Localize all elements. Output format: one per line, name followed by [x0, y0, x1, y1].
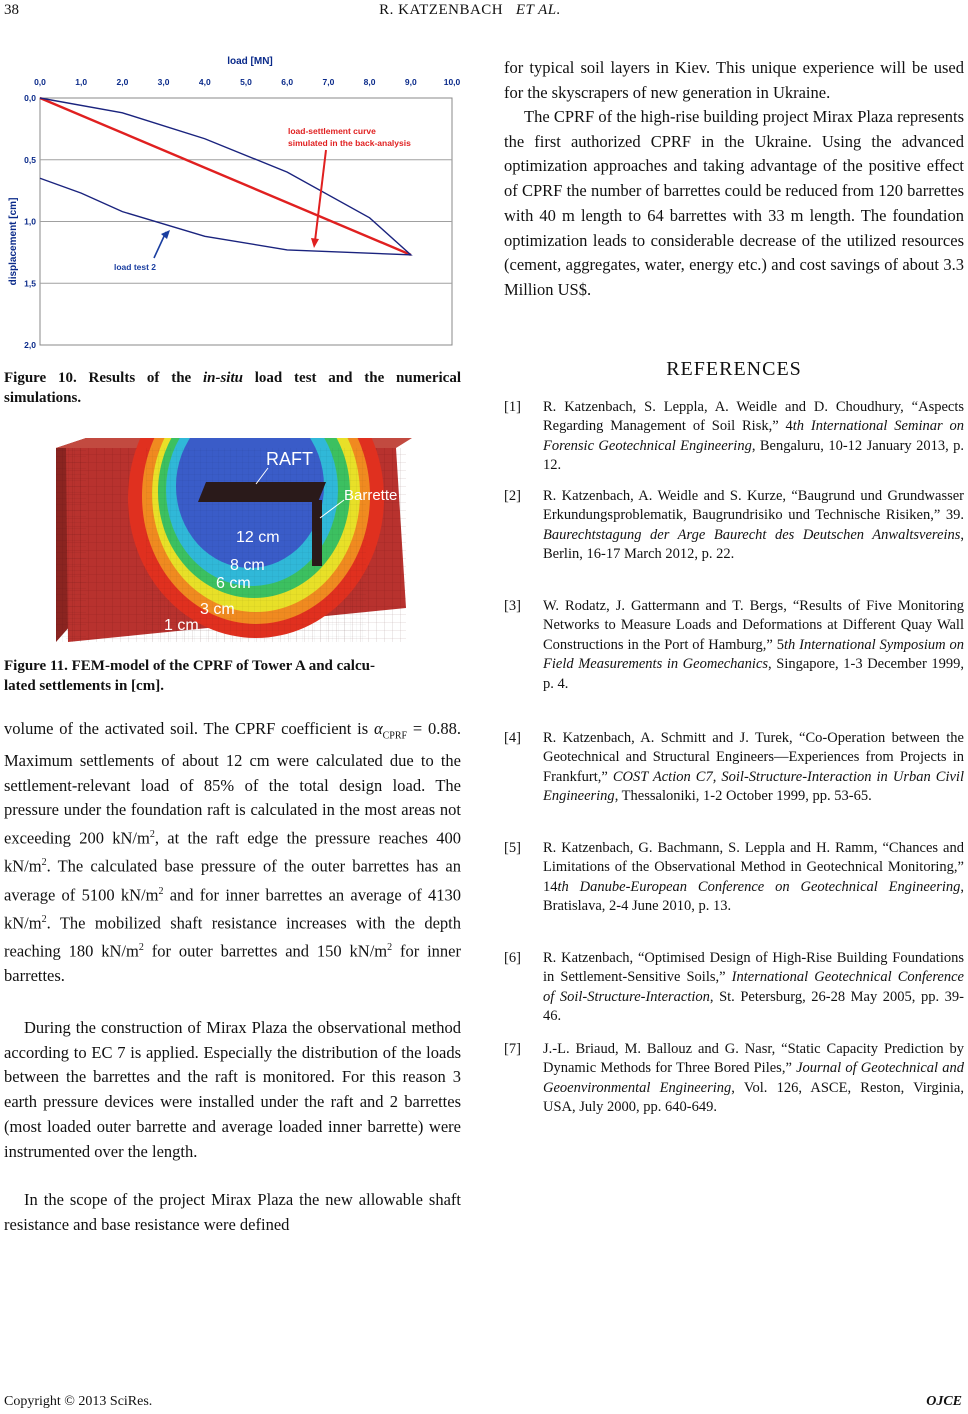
- running-head-etal: ET AL.: [515, 2, 561, 18]
- reference-item: [504, 597, 964, 694]
- figure-10-caption-prefix: Figure 10. Results of the: [4, 370, 203, 386]
- left-paragraph-1: [4, 717, 461, 989]
- label-12cm: 12 cm: [236, 529, 280, 546]
- text-run: for outer barrettes and 150 kN/m: [143, 941, 388, 961]
- left-paragraph-2: [4, 1016, 461, 1164]
- superscript: 2: [41, 857, 47, 869]
- raft-label: RAFT: [266, 449, 313, 469]
- fem-model-image: [56, 438, 412, 642]
- x-tick-label: 8,0: [363, 77, 376, 87]
- journal-name: OJCE: [926, 1394, 962, 1409]
- superscript: 2: [387, 941, 393, 953]
- reference-item: [504, 729, 964, 807]
- right-paragraph-2: [504, 105, 964, 303]
- text-run: The CPRF of the high-rise building project Mirax Plaza represents the first authorized CPRF in the Ukraine. Using the advanced optimization approaches and taking advantage of the positive effect of CPRF the number of barrettes could be reduced from 120 barrettes with 40 m length to 64 barrettes with 33 m length. The foundation optimization leads to considerable decrease of the utilized resources (cement, aggregates, water, energy etc.) and cost savings of about 3.3 Million US$.: [504, 107, 964, 299]
- reference-text: R. Katzenbach, A. Schmitt and J. Turek, “Co-Operation between the Geotechnical and Structural Engineers—Experiences from Projects in Frankfurt,” COST Action C7, Soil-Structure-Interaction in Urban Civil Engineering, Thessaloniki, 1-2 October 1999, pp. 53-65.: [543, 730, 964, 805]
- reference-text: R. Katzenbach, G. Bachmann, S. Leppla and H. Ramm, “Chances and Limitations of the Observational Method in Geotechnical Monitoring,” 14th Danube-European Conference on Geotechnical Engineering, Bratislava, 2-4 June 2010, p. 13.: [543, 840, 964, 915]
- annotation-label: load test 2: [114, 262, 157, 272]
- reference-number: [3]: [504, 598, 521, 614]
- reference-item: [504, 1040, 964, 1118]
- reference-text: J.-L. Briaud, M. Ballouz and G. Nasr, “Static Capacity Prediction by Dynamic Methods for Three Bored Piles,” Journal of Geotechnical and Geoenvironmental Engineering, Vol. 126, ASCE, Reston, Virginia, USA, July 2000, pp. 640-649.: [543, 1041, 964, 1116]
- x-tick-label: 10,0: [443, 77, 461, 87]
- text-run: . The calculated base pressure of the outer barrettes has an average of 5100 kN/m: [4, 856, 461, 905]
- x-tick-label: 6,0: [281, 77, 294, 87]
- x-tick-label: 1,0: [75, 77, 88, 87]
- right-paragraph-1: [504, 56, 964, 105]
- reference-number: [7]: [504, 1041, 521, 1057]
- reference-text: R. Katzenbach, “Optimised Design of High-Rise Building Foundations in Settlement-Sensitive Soils,” International Geotechnical Conference of Soil-Structure-Interaction, St. Petersburg, 26-28 May 2005, pp. 39-46.: [543, 950, 964, 1025]
- running-head-authors: R. KATZENBACH: [379, 2, 504, 18]
- page-number: 38: [4, 2, 19, 18]
- text-run: . The mobilized shaft resistance increases with the depth reaching 180 kN/m: [4, 913, 461, 961]
- x-tick-label: 2,0: [116, 77, 129, 87]
- superscript: 2: [138, 941, 144, 953]
- figure-10-caption: [4, 368, 461, 408]
- left-paragraph-3: [4, 1188, 461, 1237]
- reference-number: [1]: [504, 399, 521, 415]
- text-run: = 0.88. Maximum settlements of about 12 cm were calculated due to the settlement-relevant load of 85% of the total design load. The pressure under the foundation raft is calculated in the most areas not exceeding 200 kN/m: [4, 719, 461, 848]
- y-tick-label: 0,0: [24, 93, 36, 103]
- label-8cm: 8 cm: [230, 557, 265, 574]
- running-head: [340, 2, 600, 19]
- reference-text: W. Rodatz, J. Gattermann and T. Bergs, “Results of Five Monitoring Networks to Measure Loads and Deformations at Different Quay Wall Constructions in the Port of Hamburg,” 5th International Symposium on Field Measurements in Geomechanics, Singapore, 1-3 December 1999, p. 4.: [543, 598, 964, 692]
- x-tick-label: 4,0: [198, 77, 211, 87]
- label-1cm: 1 cm: [164, 617, 199, 634]
- label-6cm: 6 cm: [216, 575, 251, 592]
- figure-10-caption-suffix: load test and the numerical simulations.: [4, 370, 461, 406]
- reference-item: [504, 487, 964, 565]
- reference-number: [5]: [504, 840, 521, 856]
- x-axis-label: load [MN]: [227, 56, 273, 67]
- annotation-label: simulated in the back-analysis: [288, 138, 411, 148]
- figure-10: [4, 48, 461, 352]
- text-run: , at the raft edge the pressure reaches 400 kN/m: [4, 828, 461, 876]
- reference-number: [6]: [504, 950, 521, 966]
- y-tick-label: 0,5: [24, 154, 36, 165]
- text-run: In the scope of the project Mirax Plaza the new allowable shaft resistance and base resistance were defined: [4, 1190, 461, 1234]
- superscript: 2: [149, 829, 155, 841]
- x-tick-label: 9,0: [404, 77, 417, 87]
- reference-number: [2]: [504, 488, 521, 504]
- y-axis-label: displacement [cm]: [8, 197, 19, 286]
- text-run: and for inner barrettes an average of 4130 kN/m: [4, 885, 461, 933]
- copyright-notice: Copyright © 2013 SciRes.: [4, 1394, 153, 1409]
- x-tick-label: 3,0: [157, 77, 170, 87]
- y-tick-label: 1,5: [24, 278, 36, 289]
- barrette-shape: [312, 500, 322, 566]
- x-tick-label: 7,0: [322, 77, 335, 87]
- y-tick-label: 2,0: [24, 340, 36, 350]
- figure-11-caption-line1: Figure 11. FEM-model of the CPRF of Tower A and calcu-: [4, 658, 375, 674]
- text-run: for inner barrettes.: [4, 941, 461, 986]
- reference-item: [504, 398, 964, 476]
- figure-11: [56, 438, 412, 642]
- alpha-subscript: CPRF: [382, 730, 408, 742]
- load-settlement-chart: [4, 48, 461, 352]
- reference-number: [4]: [504, 730, 521, 746]
- figure-10-caption-italic: in-situ: [202, 370, 243, 386]
- label-3cm: 3 cm: [200, 601, 235, 618]
- figure-11-caption: [4, 656, 461, 696]
- references-heading: REFERENCES: [666, 358, 802, 380]
- reference-text: R. Katzenbach, A. Weidle and S. Kurze, “Baugrund und Grundwasser Erkundungsproblematik, Baugrundrisiko und Technische Risiken,” 39. Baurechtstagung der Arge Baurecht des Deutschen Anwaltsvereins, Berlin, 16-17 March 2012, p. 22.: [543, 488, 964, 563]
- reference-text: R. Katzenbach, S. Leppla, A. Weidle and D. Choudhury, “Aspects Regarding Management of Soil Risk,” 4th International Seminar on Forensic Geotechnical Engineering, Bengaluru, 10-12 January 2013, p. 12.: [543, 399, 964, 474]
- superscript: 2: [158, 885, 164, 897]
- alpha-symbol: α: [373, 719, 383, 738]
- raft-shape: [198, 482, 326, 502]
- annotation-label: load-settlement curve: [288, 126, 376, 136]
- text-run: for typical soil layers in Kiev. This unique experience will be used for the skyscrapers of new generation in Ukraine.: [504, 58, 964, 102]
- x-tick-label: 5,0: [240, 77, 252, 87]
- figure-11-caption-line2: lated settlements in [cm].: [4, 678, 164, 694]
- reference-item: [504, 839, 964, 917]
- reference-item: [504, 949, 964, 1027]
- text-run: During the construction of Mirax Plaza the observational method according to EC 7 is applied. Especially the distribution of the loads between the barrettes and the raft is monitored. For this reason 3 earth pressure devices were installed under the raft and 2 barrettes (most loaded outer barrette and average loaded inner barrette) were instrumented over the length.: [4, 1018, 461, 1161]
- superscript: 2: [41, 913, 47, 925]
- y-tick-label: 1,0: [24, 216, 36, 227]
- x-tick-label: 0,0: [34, 77, 46, 87]
- text-run: volume of the activated soil. The CPRF coefficient is: [4, 719, 374, 738]
- barrette-label: Barrette: [344, 487, 398, 504]
